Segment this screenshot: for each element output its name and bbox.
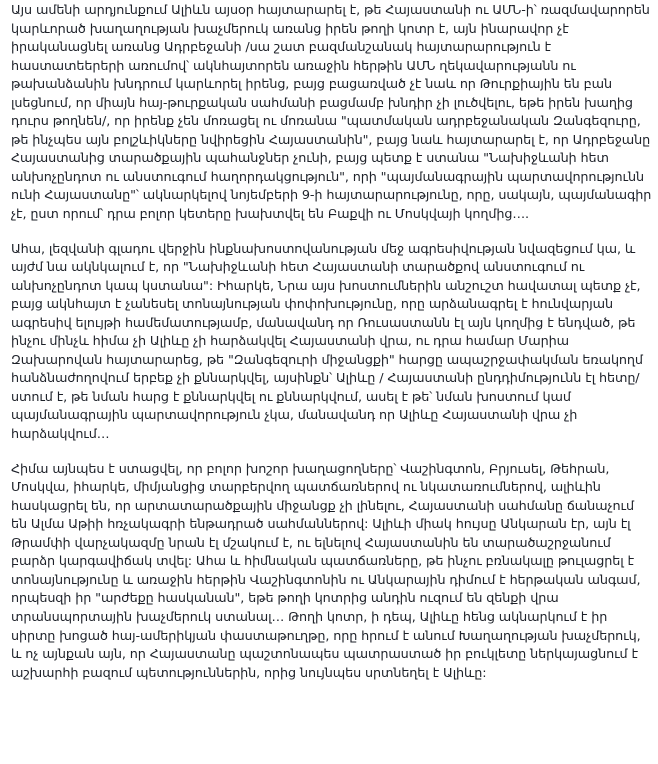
paragraph-1: Այս ամենի արդյունքում Ալիևն այսօր հայտարարել է, թե Հայաստանի ու ԱՄՆ-ի՝ ռազմավարորեն կարևորած խաղաղության խաչմերուկ առանց իրեն թողի կոտր է, այն ինարավոր չէ իրականացնել առանց Ադրբեջանի /սա շատ բազմանշանակ հայտարարություն է հաստատեերերի առումով՝ ակնհայտորեն առաջին հերթին ԱՄՆ ղեկավարությանն ու թախանձանին խնդրում կարևորել իրենց, բայց բացառված չէ նաև որ Թուրքիային են բան լսեցնում, որ միայն հայ-թուրքական սահմանի բացմամբ խնդիր չի լուծվելու, եթե իրեն խաղից դուրս թողնեն/, որ իրենք չեն մոռացել ու մոռանա "պատմական ադրբեջանական Զանգեզուրը, թե ինչպես այն բոլշևիկները նվիրեցին Հայաստանին", բայց նաև հայտարարել է, որ Ադրբեջանը Հայաստանից տարածքային պահանջներ չունի, բայց պետք է ստանա "Նախիջևանի հետ անխոչընդոտ ու անստուգում հաղորդակցություն", որի "պայմանագրային պարտավորությունն ունի Հայաստանը"՝ ակնարկելով նոյեմբերի 9-ի հայտարարությունը, որը, սակայն, պայմանագիր չէ, ըստ որում՝ դրա բոլոր կետերը խախտվել են Բաքվի ու Մոսկվայի կողմից…. [11,3,652,223]
paragraph-2: Ահա, լեզվանի գլադու վերջին ինքնախոստովանության մեջ ագրեսիվության նվազեցում կա, և այժմ նա ակնկալում է, որ "Նախիջևանի հետ Հայաստանի տարածքով անստուգում ու անխոչընդոտ կապ կստանա": Իհարկե, Նրա այս խոստումներին անշուշտ հավատալ պետք չէ, բայց ակնհայտ է չանեսել տոնայնության փոփոխությունը, որը արձանագրել է հունվարյան ագրեսիվ ելույթի համեմատությամբ, մանավանդ որ Ռուսաստանն էլ այն կողմից է ենդված, թե ինչու մինչև հիմա չի Ալիևը չի հարձակվել Հայաստանի վրա, ու դրա համար Մարիա Զախարովան հայտարարեց, թե "Զանգեզուրի միջանցքի" հարցը ապաշրջափակման եռակողմ հանձնաժողովում երբեք չի քննարկվել, այսինքն՝ Ալիևը / Հայաստանի ընդդիմությունն էլ հետը/ ստում է, թե նման հարց է քննարկվել ու քննարկվում, ասել է թե՝ նման խոստում կամ պայմանագրային պարտավորություն չկա, մանավանդ որ Ալիևը Հայաստանի վրա չի հարձակվում… [11,241,643,443]
paragraph-3: Հիմա այնպես է ստացվել, որ բոլոր խոշոր խաղացողները՝ Վաշինգտոն, Բրյուսել, Թեհրան, Մոսկվա, իհարկե, միմյանցից տարբերվող պատճառներով ու նկատառումներով, ալիևին հասկացրել են, որ արտատարածքային միջանցք չի լինելու, Հայաստանի սահմանը ճանաչում են Ալմա Աթիի հռչակագրի ենթադրած սահմաններով: Ալիևի միակ հույսը Անկարան էր, այն էլ Թրամփի վարչակազմը նրան էլ մշակում է, ու ելնելով Հայաստանին են տարածաշրջանում բարձր կարգավիճակ տվել: Ահա և հիմնական պատճառները, թե ինչու բռնակալը թուլացրել է տոնայնությունը և առաջին հերթին Վաշինգտոնին ու Անկարային դիմում է հերթական անգամ, որպեսզի իր "արժեքը հասկանան", եթե թողի կոտրից անդին ուզում են զենքի վրա տրանսպորտային խաչմերուկ ստանալ… Թողի կոտր, ի դեպ, Ալիևը հենց ակնարկում է իր սիրտը խոցած հայ-ամերիկյան փաստաթուղթը, որը հրում է անում Խաղաղության խաչմերուկ, և ոչ այնքան այն, որ Հայաստանը պաշտոնապես պատրաստած իր բուկլետը ներկայացնում է աշխարհի բազում պետություններին, որից նույնպես սրտնեղել է Ալիևը: [11,461,641,681]
post-body [11,2,652,683]
